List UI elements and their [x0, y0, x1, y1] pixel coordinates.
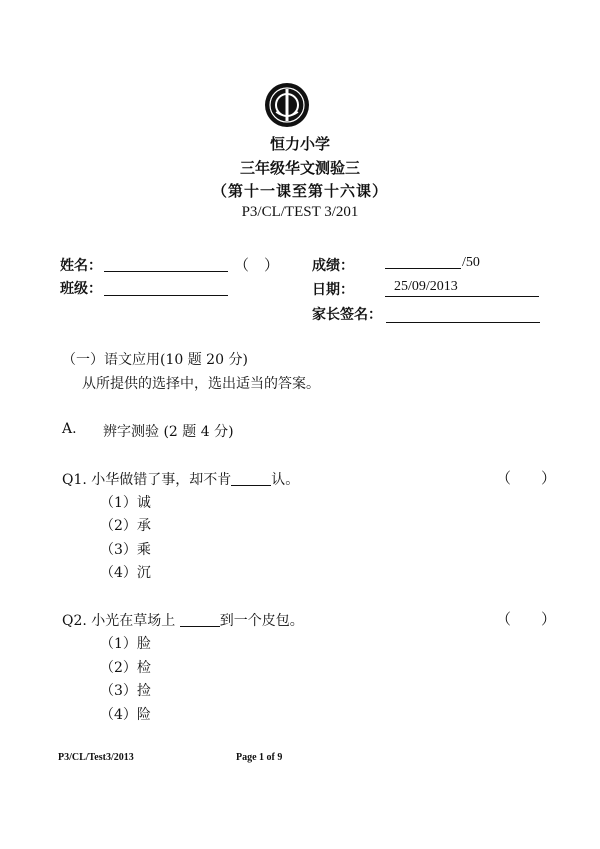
question-text-after: 到一个皮包。 [219, 613, 304, 629]
test-name: 三年级华文测验三 [239, 159, 360, 177]
date-value: 25/09/2013 [394, 279, 458, 294]
question-text-after: 认。 [271, 472, 300, 488]
q2-option-2: （2）检 [100, 660, 151, 676]
q1-option-2: （2）承 [100, 518, 151, 534]
part-a-letter: A. [62, 421, 77, 437]
parent-signature-label: 家长签名： [312, 307, 382, 323]
q1-answer-box[interactable]: （ ） [496, 469, 557, 487]
question-text-before: 小华做错了事，却不肯 [91, 472, 232, 488]
q1-option-3: （3）乘 [100, 542, 151, 558]
score-label: 成绩： [312, 258, 354, 274]
school-logo-icon [264, 82, 310, 128]
school-name: 恒力小学 [269, 135, 330, 153]
test-code: P3/CL/TEST 3/201 [241, 204, 359, 220]
q2-answer-box[interactable]: （ ） [496, 610, 557, 628]
class-number-paren: （ ） [234, 256, 280, 274]
class-field[interactable] [104, 295, 228, 296]
q1-option-1: （1）诚 [100, 495, 151, 511]
q2-option-4: （4）险 [100, 707, 151, 723]
part-a-title: 辨字测验 (2 题 4 分) [103, 424, 234, 440]
q2-option-3: （3）捡 [100, 683, 151, 699]
question-1 [62, 469, 299, 489]
score-field[interactable] [385, 268, 461, 269]
footer-page: Page 1 of 9 [236, 752, 283, 763]
answer-blank[interactable] [231, 485, 271, 486]
section-title: （一）语文应用(10 题 20 分) [62, 352, 248, 368]
question-number: Q1. [62, 472, 87, 488]
class-label: 班级： [60, 281, 102, 297]
answer-blank[interactable] [180, 626, 220, 627]
date-underline [385, 296, 539, 297]
q2-option-1: （1）脸 [100, 636, 151, 652]
question-number: Q2. [62, 613, 87, 629]
lesson-range: （第十一课至第十六课） [211, 182, 388, 200]
footer-code: P3/CL/Test3/2013 [58, 752, 134, 763]
name-label: 姓名： [60, 258, 102, 274]
name-field[interactable] [104, 271, 228, 272]
question-2 [62, 610, 304, 630]
parent-signature-field[interactable] [386, 322, 540, 323]
q1-option-4: （4）沉 [100, 565, 151, 581]
question-text-before: 小光在草场上 [91, 613, 176, 629]
section-instruction: 从所提供的选择中，选出适当的答案。 [82, 376, 320, 392]
date-label: 日期： [312, 282, 354, 298]
score-total: /50 [462, 255, 480, 270]
